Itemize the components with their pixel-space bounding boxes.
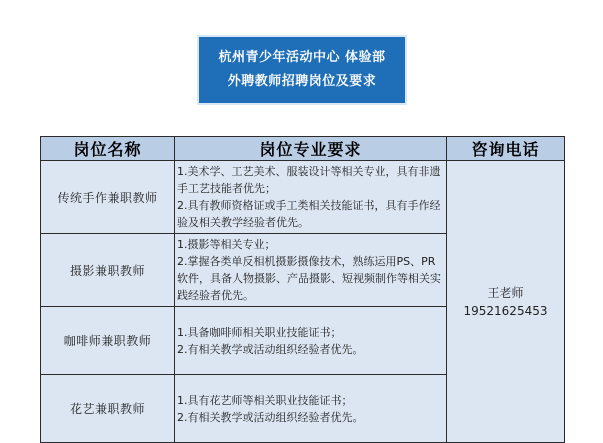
requirement-line: 1.摄影等相关专业； (177, 238, 276, 251)
requirement-line: 2.有相关教学或活动组织经验者优先。 (177, 342, 364, 356)
recruitment-table (40, 136, 565, 443)
header-requirements: 岗位专业要求 (175, 137, 447, 161)
banner-title-line-2: 外聘教师招聘岗位及要求 (227, 74, 377, 89)
requirement-line: 2.有相关教学或活动组织经验者优先。 (177, 410, 364, 424)
position-name: 摄影兼职教师 (41, 234, 175, 307)
position-name: 咖啡师兼职教师 (41, 307, 175, 375)
contact-cell (447, 161, 565, 443)
requirement-line: 2.具有教师资格证或手工类相关技能证书，具有手作经验及相关教学经验者优先。 (177, 199, 441, 229)
requirements-text (175, 375, 447, 443)
table-header-row (41, 137, 565, 161)
banner-title-line-1: 杭州青少年活动中心 体验部 (218, 50, 386, 65)
requirements-text (175, 161, 447, 234)
table-row (41, 161, 565, 234)
requirements-text (175, 234, 447, 307)
requirement-line: 1.具备咖啡师相关职业技能证书； (177, 325, 342, 339)
requirement-line: 1.具有花艺师等相关职业技能证书； (177, 393, 353, 407)
requirement-line: 2.掌握各类单反相机摄影摄像技术，熟练运用PS、PR软件，具备人物摄影、产品摄影、短视频制作等相关实践经验者优先。 (177, 255, 441, 302)
position-name: 花艺兼职教师 (41, 375, 175, 443)
title-banner (197, 35, 407, 105)
header-position: 岗位名称 (41, 137, 175, 161)
header-contact: 咨询电话 (447, 137, 565, 161)
contact-name: 王老师 (487, 285, 524, 300)
position-name: 传统手作兼职教师 (41, 161, 175, 234)
requirement-line: 1.美术学、工艺美术、服装设计等相关专业，具有非遗手工艺技能者优先； (177, 165, 441, 195)
contact-phone: 19521625453 (463, 303, 548, 318)
requirements-text (175, 307, 447, 375)
